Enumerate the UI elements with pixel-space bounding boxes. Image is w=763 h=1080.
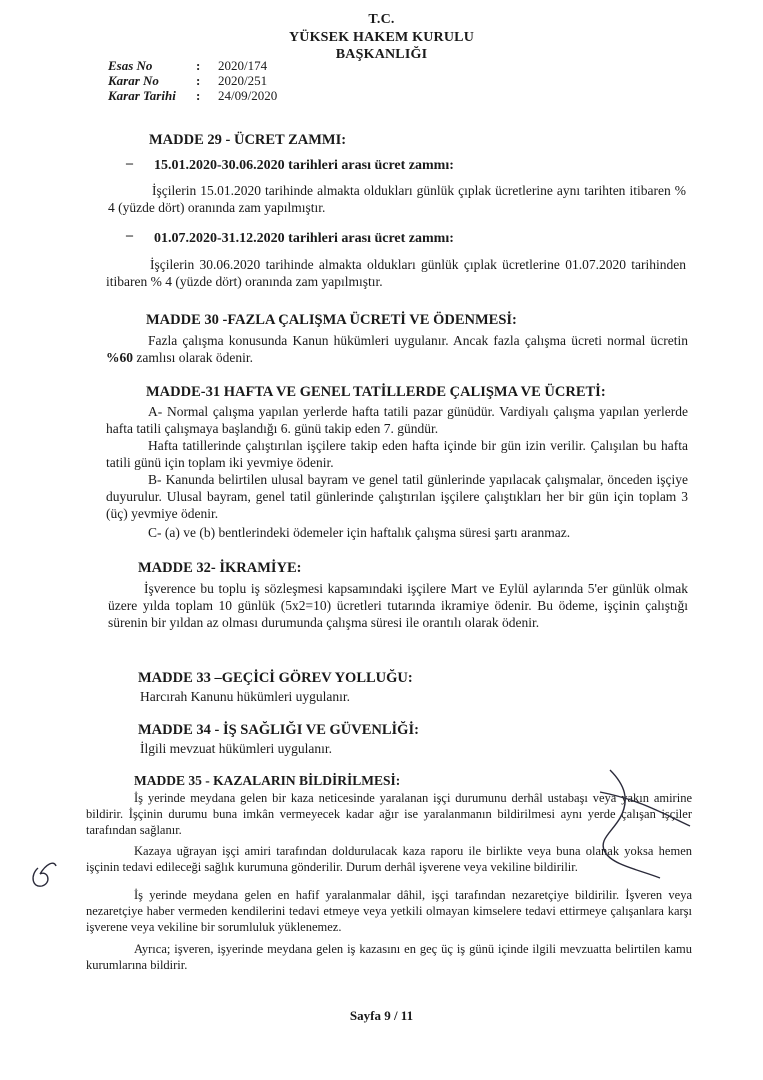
case-info-key: Karar No — [108, 73, 159, 88]
case-info-colon: : — [196, 73, 201, 88]
case-info-colon: : — [196, 88, 201, 103]
article-32-text: İşverence bu toplu iş sözleşmesi kapsamındaki işçilere Mart ve Eylül aylarında 5'er günlük olmak üzere yılda toplam 10 günlük (5x2=10) ücretleri tutarında ikramiye ödenir. Bu ödeme, işçinin çalıştığı sürenin bir yıldan az olması durumunda çalışma süresi ile orantılı olarak ödenir. — [108, 581, 688, 630]
case-info-key: Karar Tarihi — [108, 88, 176, 103]
article-29-period2-title: 01.07.2020-31.12.2020 tarihleri arası ücret zammı: — [154, 231, 454, 246]
case-info — [108, 58, 338, 103]
header-institution: YÜKSEK HAKEM KURULU — [288, 30, 475, 45]
dash-bullet: – — [126, 228, 133, 243]
article-31-title: MADDE-31 HAFTA VE GENEL TATİLLERDE ÇALIŞMA VE ÜCRETİ: — [146, 384, 606, 400]
case-info-value: 2020/251 — [218, 73, 268, 88]
article-31-a-text: A- Normal çalışma yapılan yerlerde hafta tatili pazar günüdür. Vardiyalı çalışma yapılan yerlerde hafta tatili çalışmaya başlandığı 6. günü takip eden 7. gündür. — [106, 404, 688, 436]
header-presidency: BAŞKANLIĞI — [335, 47, 428, 62]
article-35-paragraph-3: İş yerinde meydana gelen en hafif yaralanmalar dâhil, işçi tarafından nezaretçiye bildirilir. İşveren veya nezaretçiye haber vermeden kendilerini tedavi etmeye veya yetkili olmayan kimselere tedavi ettirmeye çalışanlara karşı işverene veya vekiline bir sorumluluk yüklenemez. — [86, 888, 692, 934]
article-29-period1-title: 15.01.2020-30.06.2020 tarihleri arası ücret zammı: — [154, 158, 454, 173]
article-30-text-part: zamlısı olarak ödenir. — [133, 350, 253, 365]
case-info-value: 2020/174 — [218, 58, 268, 73]
header-tc: T.C. — [368, 12, 395, 27]
article-33-text: Harcırah Kanunu hükümleri uygulanır. — [140, 689, 350, 704]
article-35-title: MADDE 35 - KAZALARIN BİLDİRİLMESİ: — [134, 773, 401, 788]
handwritten-margin-mark — [33, 863, 56, 886]
article-32-title: MADDE 32- İKRAMİYE: — [138, 560, 302, 576]
dash-bullet: – — [126, 156, 133, 171]
article-31-b-text: B- Kanunda belirtilen ulusal bayram ve genel tatil günlerinde yapılacak çalışmalar, önceden işçiye duyurulur. Ulusal bayram, genel tatil günlerinde çalıştırılan işçilere çalıştıkları her bir gün için toplam 3 (üç) yevmiye ödenir. — [106, 472, 688, 521]
article-33-title: MADDE 33 –GEÇİCİ GÖREV YOLLUĞU: — [138, 670, 413, 686]
case-info-row — [108, 73, 338, 88]
article-34-text: İlgili mevzuat hükümleri uygulanır. — [140, 741, 332, 756]
case-info-colon: : — [196, 58, 201, 73]
case-info-row — [108, 58, 338, 73]
article-30-rate: %60 — [106, 350, 133, 365]
article-35-paragraph-4: Ayrıca; işveren, işyerinde meydana gelen iş kazasını en geç üç iş günü içinde ilgili mevzuatta belirtilen kamu kurumlarına bildirir. — [86, 942, 692, 972]
article-30-title: MADDE 30 -FAZLA ÇALIŞMA ÜCRETİ VE ÖDENMESİ: — [146, 312, 517, 328]
article-30-text — [106, 332, 688, 366]
article-30-text-part: Fazla çalışma konusunda Kanun hükümleri uygulanır. Ancak fazla çalışma ücreti normal ücretin — [148, 333, 688, 348]
article-31-a-rest-day-text: Hafta tatillerinde çalıştırılan işçilere takip eden hafta içinde bir gün izin verilir. Çalışılan bu hafta tatili günü için toplam iki yevmiye ödenir. — [106, 438, 688, 470]
article-35-paragraph-2: Kazaya uğrayan işçi amiri tarafından doldurulacak kaza raporu ile birlikte veya buna olanak yoksa hemen işçinin tedavi edileceği sağlık kurumuna gönderilir. Durum derhâl işverene veya vekiline bildirilir. — [86, 844, 692, 874]
article-31-c-text: C- (a) ve (b) bentlerindeki ödemeler için haftalık çalışma süresi şartı aranmaz. — [148, 525, 571, 540]
article-34-title: MADDE 34 - İŞ SAĞLIĞI VE GÜVENLİĞİ: — [138, 722, 419, 738]
article-29-period2-text: İşçilerin 30.06.2020 tarihinde almakta oldukları günlük çıplak ücretlerine 01.07.2020 tarihinden itibaren % 4 (yüzde dört) oranında zam yapılmıştır. — [106, 257, 686, 289]
article-29-period1-text: İşçilerin 15.01.2020 tarihinde almakta oldukları günlük çıplak ücretlerine aynı tarihten itibaren % 4 (yüzde dört) oranında zam yapılmıştır. — [108, 183, 686, 215]
case-info-row — [108, 88, 338, 103]
article-35-paragraph-1: İş yerinde meydana gelen bir kaza neticesinde yaralanan işçi durumunu derhâl ustabaşı veya yakın amirine bildirir. İşçinin durumu buna imkân vermeyecek kadar ağır ise yaralanmanın bildirilmesi aynı yerde çalışan işçiler tarafından sağlanır. — [86, 791, 692, 837]
page-number: Sayfa 9 / 11 — [349, 1008, 414, 1023]
article-29-title: MADDE 29 - ÜCRET ZAMMI: — [149, 132, 347, 148]
case-info-key: Esas No — [108, 58, 153, 73]
case-info-value: 24/09/2020 — [218, 88, 278, 103]
